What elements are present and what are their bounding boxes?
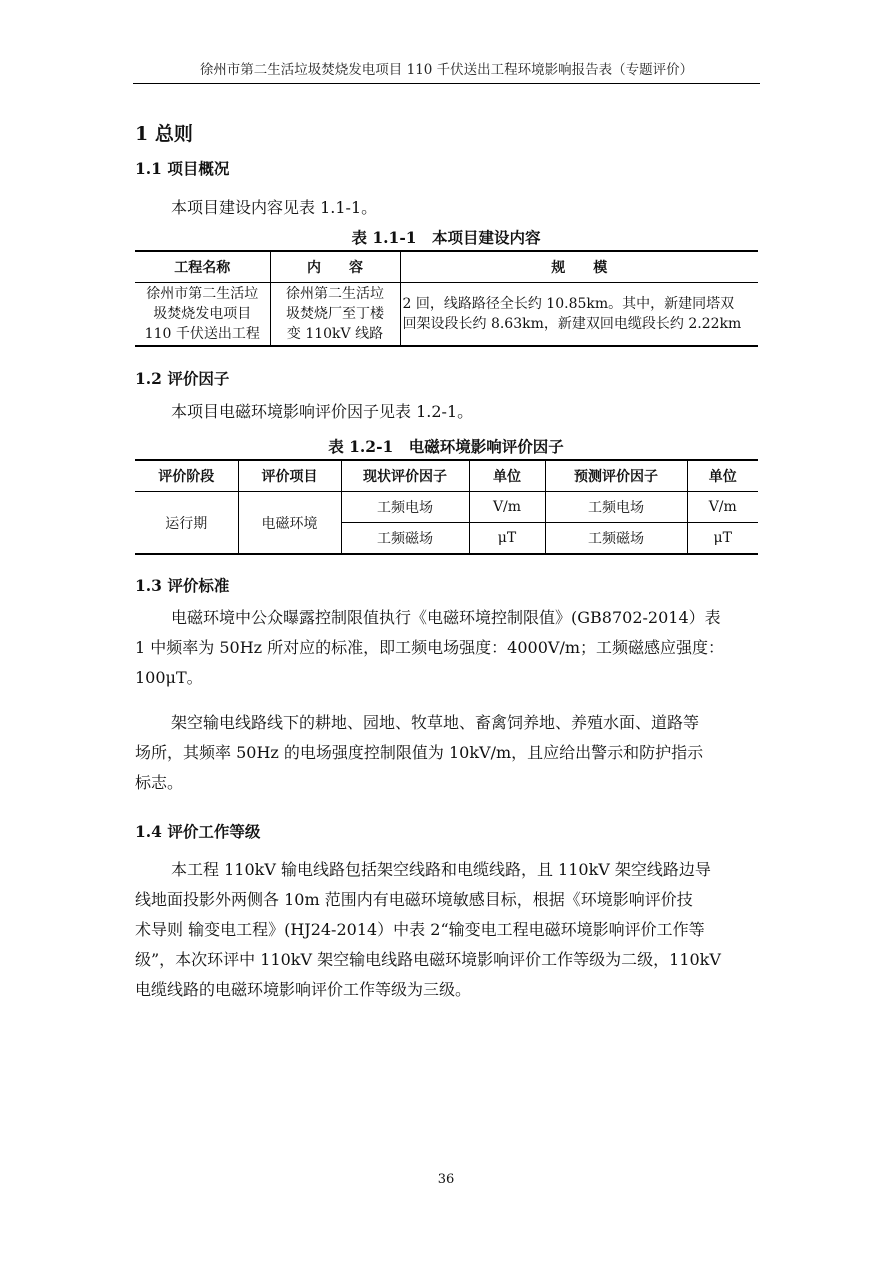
section-1-2-title: 1.2 评价因子 bbox=[135, 369, 230, 388]
table-header-row bbox=[135, 460, 758, 492]
header-cell: 预测评价因子 bbox=[545, 460, 687, 492]
header-cell: 现状评价因子 bbox=[341, 460, 469, 492]
text-line: 标志。 bbox=[135, 773, 184, 792]
text-line: 级”，本次环评中 110kV 架空输电线路电磁环境影响评价工作等级为二级，110kV bbox=[135, 950, 721, 969]
unit-cell: μT bbox=[713, 530, 732, 546]
project-name-cell bbox=[135, 283, 270, 347]
text-line: 场所，其频率 50Hz 的电场强度控制限值为 10kV/m，且应给出警示和防护指示 bbox=[135, 743, 704, 762]
predicted-factor-cell: 工频电场 bbox=[545, 492, 687, 523]
text-line: 本工程 110kV 输电线路包括架空线路和电缆线路，且 110kV 架空线路边导 bbox=[171, 860, 711, 879]
scale-cell bbox=[400, 283, 758, 347]
intro-text: 本项目建设内容见表 1.1-1。 bbox=[171, 198, 378, 217]
section-1-3-paragraph-2 bbox=[135, 708, 757, 798]
current-factor-cell: 工频电场 bbox=[341, 492, 469, 523]
cell-line: 圾焚烧厂至丁楼 bbox=[286, 306, 384, 322]
unit-cell: V/m bbox=[469, 492, 545, 523]
chapter-title: 1 总则 bbox=[135, 123, 193, 145]
table-1-2-caption: 表 1.2-1 电磁环境影响评价因子 bbox=[328, 437, 564, 456]
text-line: 1 中频率为 50Hz 所对应的标准，即工频电场强度：4000V/m；工频磁感应强度： bbox=[135, 638, 725, 657]
cell-line: 徐州市第二生活垃 bbox=[146, 286, 259, 302]
header-cell: 内 容 bbox=[270, 251, 400, 283]
section-1-3-paragraph-1 bbox=[135, 603, 757, 693]
text-line: 线地面投影外两侧各 10m 范围内有电磁环境敏感目标，根据《环境影响评价技 bbox=[135, 890, 693, 909]
header-cell: 工程名称 bbox=[135, 251, 270, 283]
text-line: 电磁环境中公众曝露控制限值执行《电磁环境控制限值》(GB8702-2014）表 bbox=[171, 608, 721, 627]
header-cell: 单位 bbox=[687, 460, 758, 492]
header-cell: 单位 bbox=[469, 460, 545, 492]
header-cell: 评价项目 bbox=[238, 460, 341, 492]
table-row bbox=[135, 283, 758, 347]
section-1-4-title: 1.4 评价工作等级 bbox=[135, 822, 261, 841]
cell-line: 变 110kV 线路 bbox=[286, 326, 384, 342]
unit-cell: μT bbox=[469, 523, 545, 555]
table-1-1 bbox=[135, 250, 758, 347]
running-header: 徐州市第二生活垃圾焚烧发电项目 110 千伏送出工程环境影响报告表（专题评价） bbox=[133, 60, 760, 84]
cell-line: 110 千伏送出工程 bbox=[144, 326, 260, 342]
stage-cell: 运行期 bbox=[135, 492, 238, 555]
header-cell: 评价阶段 bbox=[135, 460, 238, 492]
section-1-1-title: 1.1 项目概况 bbox=[135, 159, 230, 178]
cell-line: 圾焚烧发电项目 bbox=[153, 306, 252, 322]
header-cell: 规 模 bbox=[400, 251, 758, 283]
text-line: 电缆线路的电磁环境影响评价工作等级为三级。 bbox=[135, 980, 472, 999]
table-header-row bbox=[135, 251, 758, 283]
table-row bbox=[135, 492, 758, 523]
table-1-2 bbox=[135, 459, 758, 555]
current-factor-cell: 工频磁场 bbox=[341, 523, 469, 555]
item-cell: 电磁环境 bbox=[238, 492, 341, 555]
section-1-1-intro bbox=[135, 193, 757, 223]
cell-line: 2 回，线路路径全长约 10.85km。其中，新建同塔双 bbox=[402, 296, 735, 312]
text-line: 100μT。 bbox=[135, 668, 203, 687]
predicted-factor-cell: 工频磁场 bbox=[545, 523, 687, 555]
content-cell bbox=[270, 283, 400, 347]
table-1-1-caption: 表 1.1-1 本项目建设内容 bbox=[351, 228, 541, 247]
cell-line: 徐州第二生活垃 bbox=[286, 286, 384, 302]
page-number: 36 bbox=[437, 1172, 455, 1187]
text-line: 术导则 输变电工程》(HJ24-2014）中表 2“输变电工程电磁环境影响评价工作等 bbox=[135, 920, 705, 939]
unit-cell: V/m bbox=[687, 492, 758, 523]
section-1-3-title: 1.3 评价标准 bbox=[135, 576, 230, 595]
cell-line: 回架设段长约 8.63km，新建双回电缆段长约 2.22km bbox=[402, 316, 742, 332]
section-1-2-intro bbox=[135, 397, 757, 427]
intro-text: 本项目电磁环境影响评价因子见表 1.2-1。 bbox=[171, 402, 474, 421]
section-1-4-paragraph bbox=[135, 855, 757, 1005]
text-line: 架空输电线路线下的耕地、园地、牧草地、畜禽饲养地、养殖水面、道路等 bbox=[171, 713, 700, 732]
